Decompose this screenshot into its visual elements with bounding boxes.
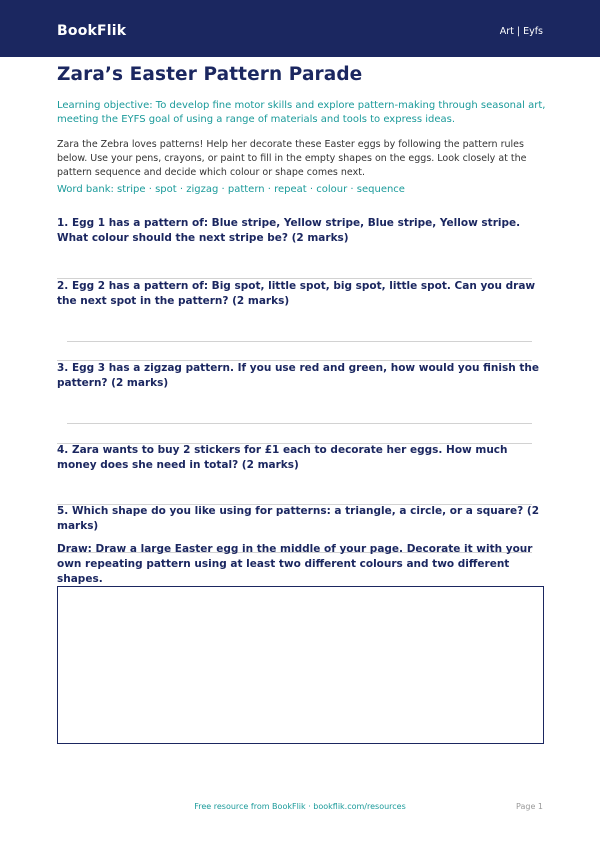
- question-5: 5. Which shape do you like using for patterns: a triangle, a circle, or a square? (2 marks): [57, 505, 539, 532]
- answer-line: [67, 341, 532, 342]
- subject-label: Art | Eyfs: [499, 26, 543, 37]
- answer-line: [67, 423, 532, 424]
- brand-logo: BookFlik: [57, 23, 127, 39]
- page-title: Zara’s Easter Pattern Parade: [57, 64, 363, 85]
- draw-task-heading: Draw: Draw a large Easter egg in the middle of your page. Decorate it with your own repeating pattern using at least two different colours and two different shapes.: [57, 543, 533, 585]
- question-4: 4. Zara wants to buy 2 stickers for £1 each to decorate her eggs. How much money does she need in total? (2 marks): [57, 444, 508, 471]
- header-bar: [0, 0, 600, 57]
- page-number: Page 1: [516, 802, 543, 811]
- learning-objective: Learning objective: To develop fine motor skills and explore pattern-making through seasonal art, meeting the EYFS goal of using a range of materials and tools to express ideas.: [57, 100, 546, 125]
- drawing-area[interactable]: [57, 586, 544, 744]
- word-bank: Word bank: stripe · spot · zigzag · pattern · repeat · colour · sequence: [57, 184, 405, 195]
- question-2: 2. Egg 2 has a pattern of: Big spot, little spot, big spot, little spot. Can you draw the next spot in the pattern? (2 marks): [57, 280, 536, 307]
- question-1: 1. Egg 1 has a pattern of: Blue stripe, Yellow stripe, Blue stripe, Yellow stripe. What colour should the next stripe be? (2 marks): [57, 217, 521, 244]
- question-3: 3. Egg 3 has a zigzag pattern. If you use red and green, how would you finish the pattern? (2 marks): [57, 362, 539, 389]
- footer-credit: Free resource from BookFlik · bookflik.com/resources: [194, 802, 406, 811]
- intro-paragraph: Zara the Zebra loves patterns! Help her decorate these Easter eggs by following the pattern rules below. Use your pens, crayons, or paint to fill in the empty shapes on the eggs. Look closely at the pattern sequence and decide which colour or shape comes next.: [57, 139, 527, 178]
